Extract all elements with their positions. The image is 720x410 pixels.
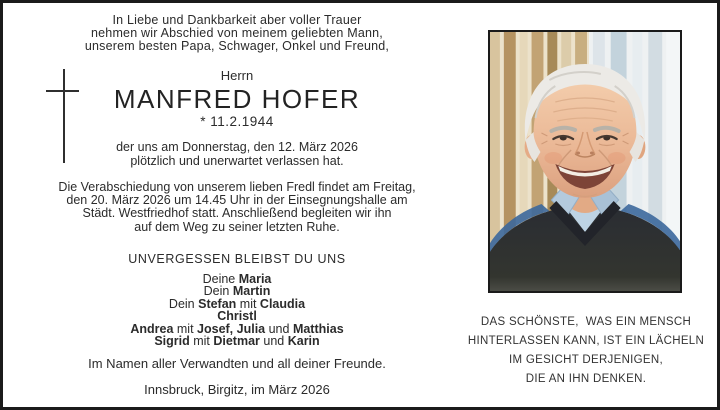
family-member-name: Claudia <box>259 296 306 311</box>
death-paragraph <box>11 141 463 168</box>
quote-line: HINTERLASSEN KANN, IST EIN LÄCHELN <box>467 335 705 347</box>
family-line-text: Dein <box>203 284 233 299</box>
family-member-name: Josef, Julia <box>197 321 266 336</box>
intro-line: unserem besten Papa, Schwager, Onkel und Freund, <box>84 39 390 53</box>
family-member-name: Martin <box>232 284 271 299</box>
family-member-name: Dietmar <box>213 334 260 349</box>
quote-line: DIE AN IHN DENKEN. <box>525 373 647 385</box>
farewell-line: Die Verabschiedung von unserem lieben Fredl findet am Freitag, <box>58 180 416 194</box>
family-line-text: mit <box>173 321 198 336</box>
intro-line: nehmen wir Abschied von meinem geliebten Mann, <box>90 26 383 40</box>
family-line-text: mit <box>189 334 214 349</box>
family-member-name: Maria <box>238 271 272 286</box>
family-line-text: mit <box>236 296 260 311</box>
family-line-text: und <box>265 321 293 336</box>
family-member-name: Matthias <box>292 321 344 336</box>
memorial-quote <box>455 313 717 389</box>
birth-date: * 11.2.1944 <box>200 114 274 129</box>
portrait-illustration <box>490 32 680 291</box>
place-date-line: Innsbruck, Birgitz, im März 2026 <box>144 381 330 397</box>
remembrance-line: UNVERGESSEN BLEIBST DU UNS <box>128 251 346 266</box>
family-line <box>11 335 463 348</box>
intro-paragraph <box>11 14 463 53</box>
farewell-line: auf dem Weg zu seiner letzten Ruhe. <box>134 219 340 234</box>
obituary-text-column <box>11 3 463 396</box>
family-line-text: und <box>259 334 288 349</box>
family-member-name: Stefan <box>198 296 237 311</box>
family-member-name: Christl <box>217 309 257 324</box>
family-line-text: Dein <box>168 296 199 311</box>
family-list <box>11 273 463 348</box>
portrait-photo <box>488 30 682 293</box>
intro-line: In Liebe und Dankbarkeit aber voller Trauer <box>112 13 362 27</box>
family-member-name: Andrea <box>130 321 174 336</box>
family-member-name: Sigrid <box>154 334 190 349</box>
closing-line: Im Namen aller Verwandten und all deiner Freunde. <box>88 355 386 371</box>
death-line: plötzlich und unerwartet verlassen hat. <box>130 153 344 168</box>
farewell-line: Städt. Westfriedhof statt. Anschließend begleiten wir ihn <box>82 206 392 221</box>
salutation: Herrn <box>220 68 254 83</box>
family-member-name: Karin <box>287 334 320 349</box>
death-line: der uns am Donnerstag, den 12. März 2026 <box>116 140 358 154</box>
deceased-name: MANFRED HOFER <box>113 84 361 114</box>
farewell-line: den 20. März 2026 um 14.45 Uhr in der Einsegnungshalle am <box>66 193 408 208</box>
family-line-text: Deine <box>202 271 239 286</box>
farewell-paragraph <box>11 181 463 234</box>
quote-line: DAS SCHÖNSTE, WAS EIN MENSCH <box>480 316 692 328</box>
quote-line: IM GESICHT DERJENIGEN, <box>509 354 663 366</box>
